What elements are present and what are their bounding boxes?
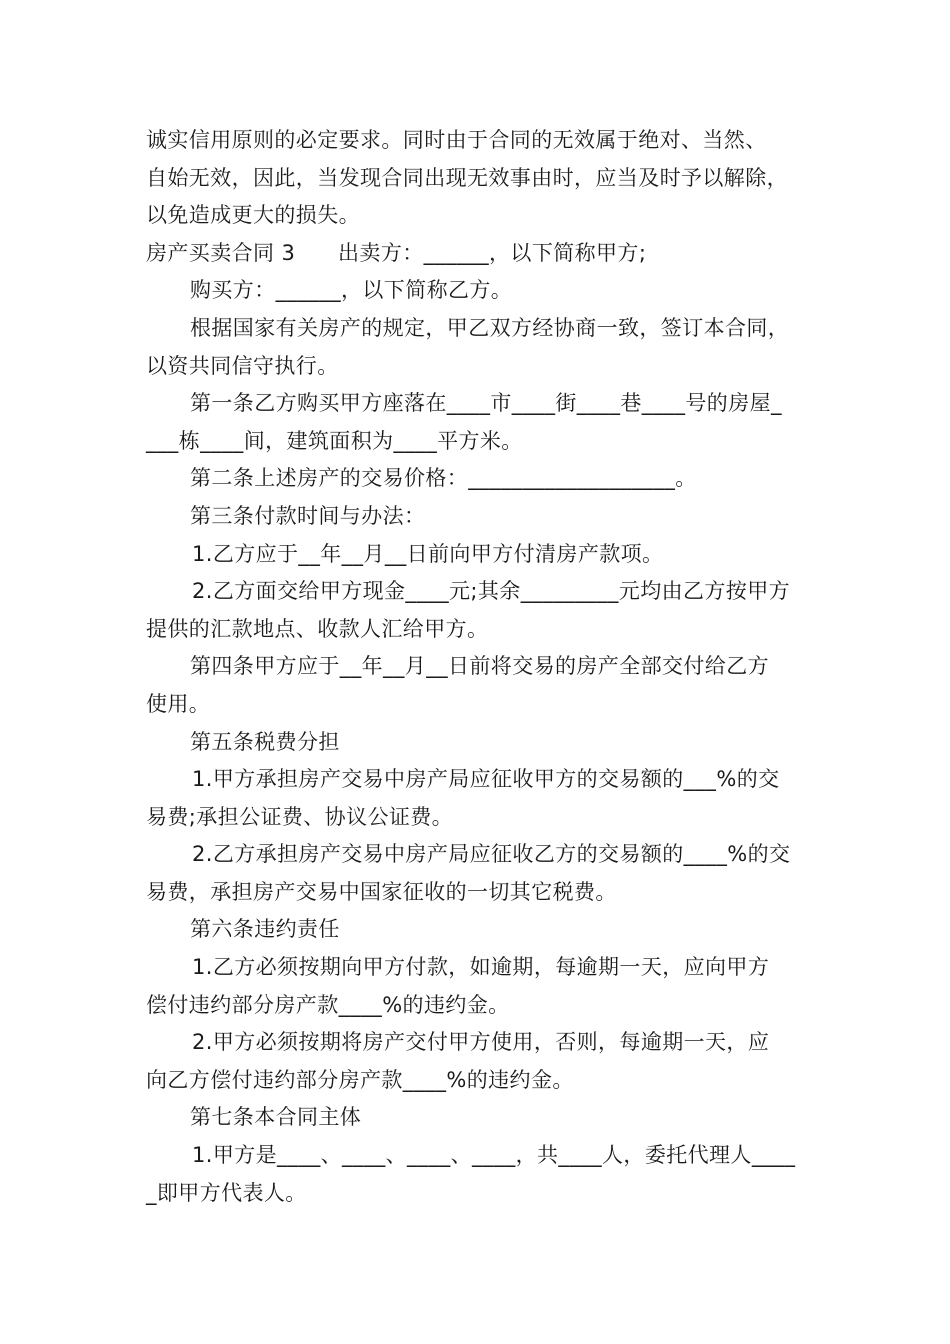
paragraph-line: 易费;承担公证费、协议公证费。 xyxy=(146,804,454,829)
article-line: 第四条甲方应于__年__月__日前将交易的房产全部交付给乙方 xyxy=(190,654,769,679)
clause-line: 2.甲方必须按期将房产交付甲方使用，否则，每逾期一天，应 xyxy=(192,1030,770,1055)
paragraph-line: 根据国家有关房产的规定，甲乙双方经协商一致，签订本合同， xyxy=(190,315,790,340)
clause-line: 1.甲方是____、____、____、____，共____人，委托代理人____ xyxy=(192,1143,796,1168)
paragraph-line: 提供的汇款地点、收款人汇给甲方。 xyxy=(146,616,489,641)
paragraph-line: _即甲方代表人。 xyxy=(146,1180,307,1205)
article-line: 第六条违约责任 xyxy=(190,917,340,942)
clause-line: 2.乙方承担房产交易中房产局应征收乙方的交易额的____%的交 xyxy=(192,842,791,867)
paragraph-line: 购买方：______，以下简称乙方。 xyxy=(190,278,513,303)
paragraph-line: 以资共同信守执行。 xyxy=(146,353,339,378)
paragraph-line: ___栋____间，建筑面积为____平方米。 xyxy=(146,428,523,453)
article-line: 第七条本合同主体 xyxy=(190,1105,362,1130)
article-line: 第二条上述房产的交易价格：___________________。 xyxy=(190,466,697,491)
clause-line: 1.乙方必须按期向甲方付款，如逾期，每逾期一天，应向甲方 xyxy=(192,955,770,980)
document-body xyxy=(146,122,812,1212)
article-line: 第三条付款时间与办法： xyxy=(190,503,426,528)
paragraph-line: 以免造成更大的损失。 xyxy=(146,203,360,228)
clause-line: 1.乙方应于__年__月__日前向甲方付清房产款项。 xyxy=(192,541,664,566)
clause-line: 1.甲方承担房产交易中房产局应征收甲方的交易额的___%的交 xyxy=(192,767,780,792)
paragraph-line: 诚实信用原则的必定要求。同时由于合同的无效属于绝对、当然、 xyxy=(146,128,767,152)
article-line: 第五条税费分担 xyxy=(190,729,340,754)
paragraph-line: 易费，承担房产交易中国家征收的一切其它税费。 xyxy=(146,879,617,904)
clause-line: 2.乙方面交给甲方现金____元;其余_________元均由乙方按甲方 xyxy=(192,579,791,604)
article-line: 第一条乙方购买甲方座落在____市____街____巷____号的房屋_ xyxy=(190,391,782,416)
contract-heading-line: 房产买卖合同 3 出卖方：______，以下简称甲方; xyxy=(146,240,647,265)
paragraph-line: 自始无效，因此，当发现合同出现无效事由时，应当及时予以解除， xyxy=(146,165,788,190)
paragraph-line: 使用。 xyxy=(146,691,211,716)
paragraph-line: 向乙方偿付违约部分房产款____%的违约金。 xyxy=(146,1067,574,1092)
paragraph-line: 偿付违约部分房产款____%的违约金。 xyxy=(146,992,510,1017)
